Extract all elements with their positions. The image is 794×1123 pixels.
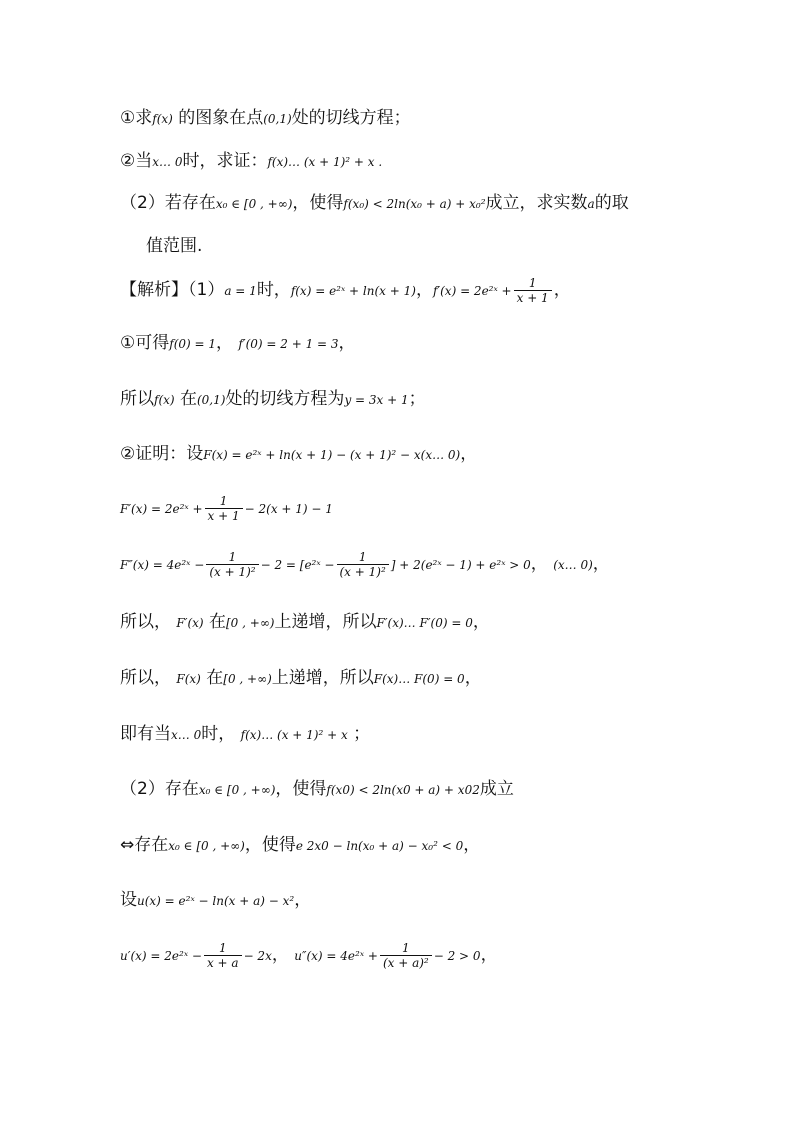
text: （2）存在 [120, 779, 199, 799]
line-3 [120, 192, 629, 215]
text: 时， [201, 724, 236, 744]
line-6 [120, 332, 356, 355]
text: 时，求证： [182, 151, 268, 171]
line-15 [120, 834, 480, 857]
numerator: 1 [514, 276, 552, 291]
denominator: x + a [206, 955, 239, 970]
text: 上递增，所以 [271, 668, 374, 688]
text: ①求 [120, 108, 153, 128]
text: 在 [206, 668, 224, 688]
math: ] + 2(e²ˣ − 1) + e²ˣ > 0 [390, 558, 531, 572]
text: ， [592, 554, 610, 574]
text: 上递增，所以 [274, 612, 377, 632]
text: ，使得 [275, 779, 327, 799]
text: ， [294, 890, 312, 910]
text: 处的切线方程为 [225, 389, 345, 409]
math: x₀ ∈ [0 , +∞) [215, 197, 293, 211]
text: ， [480, 945, 498, 965]
math: F′(x) = 2e²ˣ + [120, 502, 203, 516]
text: 即有当 [120, 724, 171, 744]
math: x₀ ∈ [0 , +∞) [168, 839, 245, 853]
math: a = 1 [224, 284, 257, 298]
text: 的图象在点 [178, 108, 264, 128]
math: x… 0 [171, 728, 202, 742]
fraction [206, 550, 258, 579]
line-5 [120, 270, 571, 311]
text: 所以， [120, 668, 171, 688]
line-4 [146, 235, 202, 257]
text: 在 [209, 612, 226, 632]
text: ； [408, 389, 426, 409]
text: 处的切线方程； [291, 108, 411, 128]
math: f(x)… (x + 1)² + x [240, 728, 348, 742]
math: f′(0) = 2 + 1 = 3 [238, 337, 339, 351]
math: − 2 > 0 [433, 949, 481, 963]
math: F(x)… F(0) = 0 [373, 672, 465, 686]
math: f(x)… (x + 1)² + x . [267, 155, 383, 169]
line-10 [120, 544, 610, 585]
text: ， [460, 444, 478, 464]
math: [0 , +∞) [223, 672, 272, 686]
math: x₀ ∈ [0 , +∞) [198, 783, 276, 797]
math: f(x₀) < 2ln(x₀ + a) + x₀² [343, 197, 486, 211]
math: f(x) = e²ˣ + ln(x + 1) [290, 284, 416, 298]
text: 的取 [594, 193, 629, 213]
math: F′(x) [176, 616, 204, 630]
line-9 [120, 488, 333, 529]
line-1 [120, 107, 411, 130]
math: y = 3x + 1 [344, 393, 409, 407]
math: f′(x) = 2e²ˣ + [432, 284, 512, 298]
math: f(x) [152, 112, 173, 126]
text: ②证明：设 [120, 444, 204, 464]
math: F(x) [176, 672, 201, 686]
math: [0 , +∞) [226, 616, 275, 630]
text: ， [415, 280, 433, 300]
denominator: (x + 1)² [209, 564, 256, 579]
numerator: 1 [380, 941, 432, 956]
text: 设 [120, 890, 137, 910]
fraction [514, 276, 552, 305]
denominator: x + 1 [207, 508, 240, 523]
text: ， [216, 333, 234, 353]
text: ⇔存在 [120, 835, 169, 855]
text: 值范围. [146, 236, 203, 256]
text: ， [271, 945, 289, 965]
math: F′(x)… F′(0) = 0 [376, 616, 473, 630]
math: F(x) = e²ˣ + ln(x + 1) − (x + 1)² − x(x… 0) [203, 448, 461, 462]
text: 成立 [479, 779, 514, 799]
line-17 [120, 935, 498, 976]
line-11 [120, 611, 490, 634]
fraction [204, 941, 242, 970]
math: a [587, 197, 595, 211]
numerator: 1 [204, 941, 242, 956]
text: 时， [256, 280, 291, 300]
line-7 [120, 388, 426, 411]
denominator: (x + a)² [382, 955, 429, 970]
line-16 [120, 889, 311, 912]
numerator: 1 [337, 550, 389, 565]
math: F″(x) = 4e²ˣ − [120, 558, 205, 572]
math: u″(x) = 4e²ˣ + [294, 949, 378, 963]
text: ， [530, 554, 548, 574]
math: (0,1) [263, 112, 292, 126]
text: （2）若存在 [120, 193, 216, 213]
math: (0,1) [196, 393, 226, 407]
text: ， [472, 612, 490, 632]
text: ①可得 [120, 333, 170, 353]
text: ，使得 [244, 835, 296, 855]
line-13 [120, 723, 370, 746]
text: 所以 [120, 389, 154, 409]
text: ， [553, 280, 571, 300]
math: − 2(x + 1) − 1 [244, 502, 333, 516]
numerator: 1 [205, 494, 243, 509]
math: f(x) [154, 393, 175, 407]
text: 【解析】（1） [120, 280, 225, 300]
line-2 [120, 150, 382, 173]
math: − 2 = [e²ˣ − [260, 558, 335, 572]
math: f(x0) < 2ln(x0 + a) + x02 [326, 783, 480, 797]
denominator: (x + 1)² [339, 564, 386, 579]
math: u(x) = e²ˣ − ln(x + a) − x² [137, 894, 295, 908]
fraction [380, 941, 432, 970]
math: e 2x0 − ln(x₀ + a) − x₀² < 0 [295, 839, 464, 853]
math: u′(x) = 2e²ˣ − [120, 949, 202, 963]
text: 成立，求实数 [485, 193, 588, 213]
text: 所以， [120, 612, 171, 632]
text: ②当 [120, 151, 153, 171]
text: ， [338, 333, 356, 353]
text: ； [353, 724, 371, 744]
line-12 [120, 667, 482, 690]
fraction [337, 550, 389, 579]
math: f(0) = 1 [169, 337, 217, 351]
text: ，使得 [292, 193, 344, 213]
text: ， [463, 835, 481, 855]
text: 在 [179, 389, 197, 409]
line-14 [120, 778, 514, 801]
denominator: x + 1 [516, 290, 549, 305]
math: − 2x [243, 949, 272, 963]
text: ， [464, 668, 482, 688]
numerator: 1 [206, 550, 258, 565]
fraction [205, 494, 243, 523]
math: (x… 0) [553, 558, 593, 572]
line-8 [120, 443, 477, 466]
math: x… 0 [152, 155, 183, 169]
